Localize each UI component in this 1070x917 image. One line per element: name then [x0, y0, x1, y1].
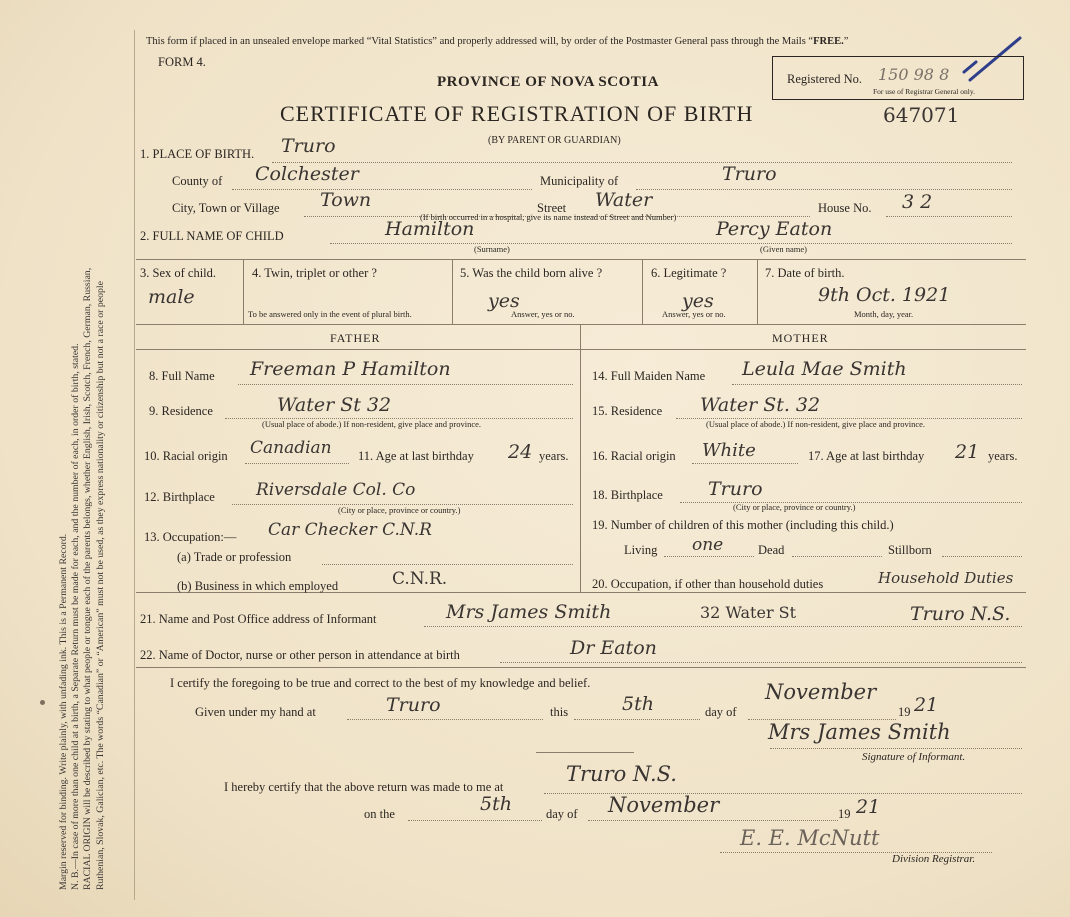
mother-heading: MOTHER: [772, 331, 829, 345]
born-alive-label: 5. Was the child born alive ?: [460, 266, 603, 280]
margin-notes: [58, 150, 138, 890]
row-rule-bottom: [136, 324, 1026, 325]
mother-name: Leula Mae Smith: [742, 358, 907, 380]
registrar-caption: Division Registrar.: [892, 853, 976, 865]
given-month: November: [765, 680, 877, 704]
signature-rule: [770, 748, 1022, 749]
child-given-name: Percy Eaton: [716, 218, 833, 240]
return-month-rule: [588, 820, 838, 821]
certificate-title: CERTIFICATE OF REGISTRATION OF BIRTH: [280, 101, 754, 126]
return-day-of-label: day of: [546, 807, 578, 821]
box-divider-3: [642, 259, 643, 324]
box-divider-4: [757, 259, 758, 324]
hospital-note: (If birth occurred in a hospital, give its name instead of Street and Number): [420, 212, 677, 222]
father-age-label: 11. Age at last birthday: [358, 449, 474, 463]
given-place-rule: [347, 719, 543, 720]
mother-age: 21: [955, 441, 980, 463]
certify-text: I certify the foregoing to be true and correct to the best of my knowledge and belief.: [170, 676, 591, 690]
place-of-birth-value: Truro: [281, 135, 336, 157]
municipality-label: Municipality of: [540, 174, 619, 188]
mother-birthplace: Truro: [708, 478, 763, 500]
certificate-subtitle: (BY PARENT OR GUARDIAN): [488, 135, 621, 146]
house-label: House No.: [818, 201, 872, 215]
postal-notice-close: ”: [843, 36, 849, 47]
mother-residence: Water St. 32: [700, 394, 821, 416]
city-label: City, Town or Village: [172, 201, 280, 215]
margin-rule: [134, 30, 135, 900]
house-value: 3 2: [902, 191, 933, 213]
return-year-prefix: 19: [838, 807, 851, 821]
heading-rule: [136, 349, 1026, 350]
doctor-rule: [500, 662, 1022, 663]
trade-label: (a) Trade or profession: [177, 550, 292, 564]
postal-notice: [146, 36, 848, 47]
house-rule: [886, 216, 1012, 217]
mother-residence-label: 15. Residence: [592, 404, 663, 418]
mother-birthplace-note: (City or place, province or country.): [733, 502, 856, 512]
twin-note: To be answered only in the event of plural birth.: [248, 309, 412, 319]
father-heading: FATHER: [330, 331, 381, 345]
return-year: 21: [856, 796, 881, 818]
stillborn-rule: [942, 556, 1022, 557]
return-day: 5th: [480, 793, 512, 815]
margin-note-4: Ruthenian, Slovak, Galician, etc. The words “Canadian” or “American” must not be used, as they express nationality or citizenship but not a race or people: [94, 281, 106, 890]
father-residence-note: (Usual place of abode.) If non-resident, give place and province.: [262, 419, 482, 429]
born-alive-value: yes: [488, 290, 520, 312]
mother-racial: White: [702, 440, 756, 461]
father-name-label: 8. Full Name: [149, 369, 215, 383]
father-years: years.: [539, 449, 569, 463]
certificate-number: 647071: [883, 103, 960, 127]
children-count-label: 19. Number of children of this mother (including this child.): [592, 518, 894, 532]
mother-occupation-label: 20. Occupation, if other than household duties: [592, 577, 824, 591]
legitimate-note: Answer, yes or no.: [662, 309, 726, 319]
day-of-label: day of: [705, 705, 737, 719]
born-alive-note: Answer, yes or no.: [511, 309, 575, 319]
dob-note: Month, day, year.: [854, 309, 914, 319]
living-value: one: [692, 535, 724, 555]
county-label: County of: [172, 174, 223, 188]
margin-note-2: N. B.—In case of more than one child at a birth, a Separate Return must be made for each, and the number of each, in order of birth, stated.: [70, 343, 82, 890]
legitimate-value: yes: [682, 290, 714, 312]
father-age: 24: [508, 441, 533, 463]
city-value: Town: [320, 189, 372, 211]
form-number: FORM 4.: [158, 55, 206, 69]
surname-caption: (Surname): [474, 244, 510, 254]
county-value: Colchester: [255, 163, 359, 185]
return-month: November: [608, 793, 720, 817]
child-surname: Hamilton: [385, 218, 475, 240]
mother-residence-note: (Usual place of abode.) If non-resident, give place and province.: [706, 419, 926, 429]
return-day-rule: [408, 820, 542, 821]
street-label: Street: [537, 201, 567, 215]
given-place: Truro: [386, 694, 441, 716]
informant-address: 32 Water St: [700, 603, 797, 622]
this-label: this: [550, 705, 569, 719]
legitimate-label: 6. Legitimate ?: [651, 266, 727, 280]
stillborn-label: Stillborn: [888, 543, 932, 557]
father-birthplace-note: (City or place, province or country.): [338, 505, 461, 515]
living-label: Living: [624, 543, 658, 557]
box-divider-1: [243, 259, 244, 324]
registrar-signature: E. E. McNutt: [740, 826, 880, 850]
twin-label: 4. Twin, triplet or other ?: [252, 266, 377, 280]
dob-label: 7. Date of birth.: [765, 266, 845, 280]
place-of-birth-rule: [272, 162, 1012, 163]
sex-value: male: [148, 286, 195, 308]
registered-label: Registered No.: [787, 72, 862, 86]
doctor-name: Dr Eaton: [570, 637, 657, 659]
mother-racial-label: 16. Racial origin: [592, 449, 676, 463]
father-racial-rule: [245, 463, 349, 464]
father-occupation-label: 13. Occupation:—: [144, 530, 237, 544]
business-rule: [368, 592, 573, 593]
dob-value: 9th Oct. 1921: [818, 284, 951, 306]
living-rule: [664, 556, 754, 557]
given-name-caption: (Given name): [760, 244, 807, 254]
business-label: (b) Business in which employed: [177, 579, 339, 593]
father-racial: Canadian: [250, 438, 332, 458]
signature-caption: Signature of Informant.: [862, 751, 966, 763]
mother-name-label: 14. Full Maiden Name: [592, 369, 706, 383]
column-divider: [580, 324, 581, 592]
father-birthplace-label: 12. Birthplace: [144, 490, 215, 504]
box-divider-2: [452, 259, 453, 324]
registered-note: For use of Registrar General only.: [873, 87, 975, 96]
postal-notice-free: FREE.: [813, 36, 844, 47]
given-label: Given under my hand at: [195, 705, 316, 719]
dead-rule: [792, 556, 882, 557]
informant-town: Truro N.S.: [910, 603, 1011, 625]
informant-rule: [424, 626, 1022, 627]
mother-age-label: 17. Age at last birthday: [808, 449, 925, 463]
mother-occupation: Household Duties: [878, 569, 1014, 587]
father-name: Freeman P Hamilton: [250, 358, 451, 380]
father-name-rule: [238, 384, 573, 385]
street-value: Water: [595, 189, 653, 211]
return-place: Truro N.S.: [566, 762, 677, 786]
father-birthplace: Riversdale Col. Co: [256, 480, 416, 500]
given-year: 21: [914, 694, 939, 716]
father-residence-label: 9. Residence: [149, 404, 213, 418]
mother-birthplace-label: 18. Birthplace: [592, 488, 663, 502]
municipality-value: Truro: [722, 163, 777, 185]
registered-box: [772, 56, 1024, 100]
trade-rule: [322, 564, 573, 565]
on-the-label: on the: [364, 807, 395, 821]
given-day: 5th: [622, 693, 654, 715]
day-rule: [574, 719, 700, 720]
year-prefix: 19: [898, 705, 911, 719]
child-name-label: 2. FULL NAME OF CHILD: [140, 229, 284, 243]
informant-signature: Mrs James Smith: [768, 720, 951, 744]
registered-number: 150 98 8: [878, 65, 950, 84]
sex-label: 3. Sex of child.: [140, 266, 217, 280]
informant-label: 21. Name and Post Office address of Informant: [140, 612, 377, 626]
child-name-rule: [330, 243, 1012, 244]
mother-name-rule: [732, 384, 1022, 385]
return-text: I hereby certify that the above return was made to me at: [224, 780, 504, 794]
father-occupation: Car Checker C.N.R: [268, 520, 432, 540]
father-business: C.N.R.: [392, 569, 448, 589]
father-residence: Water St 32: [277, 394, 392, 416]
short-rule: [536, 752, 634, 753]
margin-note-1: Margin reserved for binding. Write plainly, with unfading ink. This is a Permanent Record.: [58, 533, 69, 890]
dead-label: Dead: [758, 543, 785, 557]
place-of-birth-label: 1. PLACE OF BIRTH.: [140, 147, 255, 161]
mother-years: years.: [988, 449, 1018, 463]
punch-mark: [40, 700, 45, 705]
margin-note-3: RACIAL ORIGIN will be described by stating to what people or tongue each of the parents belongs, whether English, Irish, Scotch, French, German, Russian,: [82, 267, 94, 890]
certification-rule: [136, 667, 1026, 668]
row-rule-top: [136, 259, 1026, 260]
postal-notice-text: This form if placed in an unsealed envelope marked “Vital Statistics” and properly addressed will, by order of the Postmaster General pass through the Mails “: [146, 36, 814, 47]
county-rule: [232, 189, 532, 190]
father-racial-label: 10. Racial origin: [144, 449, 228, 463]
mother-racial-rule: [692, 463, 798, 464]
informant-name: Mrs James Smith: [446, 601, 612, 623]
doctor-label: 22. Name of Doctor, nurse or other person in attendance at birth: [140, 648, 460, 662]
municipality-rule: [636, 189, 1012, 190]
province-heading: PROVINCE OF NOVA SCOTIA: [437, 74, 659, 90]
